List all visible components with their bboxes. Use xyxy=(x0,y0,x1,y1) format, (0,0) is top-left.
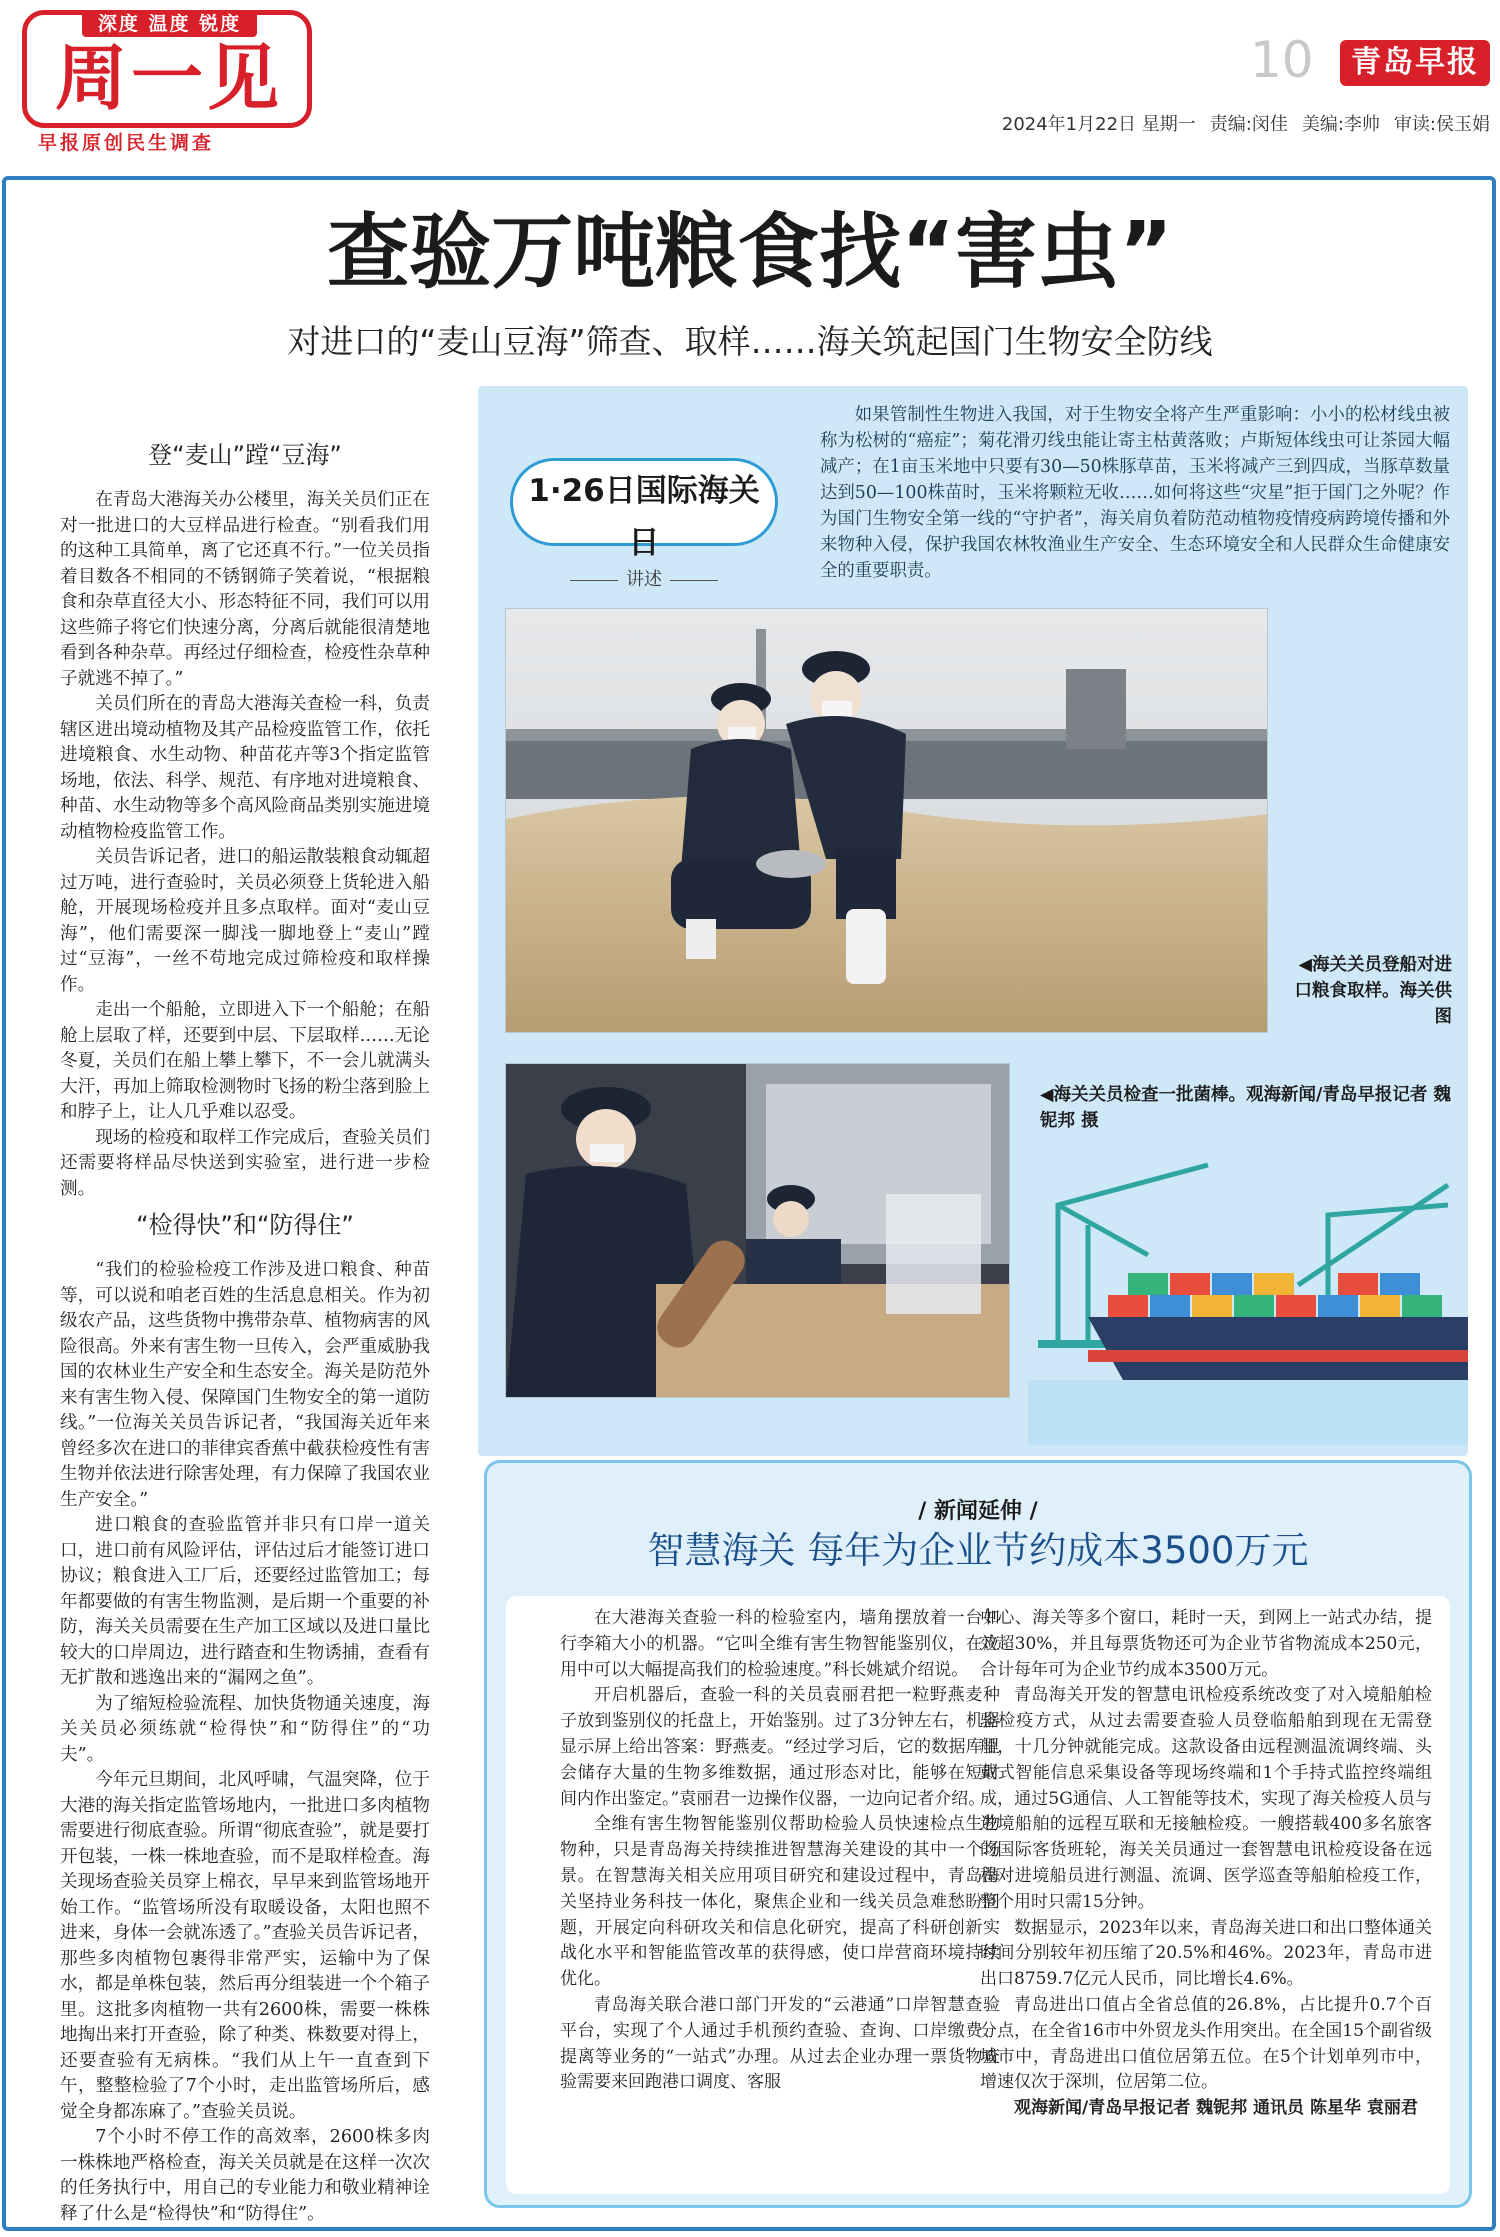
paragraph: 在大港海关查验一科的检验室内，墙角摆放着一台如行李箱大小的机器。“它叫全维有害生物智能鉴别仪，在应用中可以大幅提高我们的检验速度。”科长姚斌介绍说。 xyxy=(560,1608,1000,1680)
badge-subtitle: 讲述 xyxy=(513,569,775,591)
photo-caption-2: ◀海关关员检查一批菌棒。观海新闻/青岛早报记者 魏铌邦 摄 xyxy=(1040,1085,1451,1131)
paragraph: 走出一个船舱，立即进入下一个船舱；在船舱上层取了样，还要到中层、下层取样……无论冬夏，关员们在船上攀上攀下，不一会儿就满头大汗，再加上筛取检测物时飞扬的粉尘落到脸上和脖子上，让人几乎难以忍受。 xyxy=(60,1000,430,1122)
paragraph: 关员们所在的青岛大港海关查检一科，负责辖区进出境动植物及其产品检疫监管工作，依托进境粮食、水生动物、种苗花卉等3个指定监管场地，依法、科学、规范、有序地对进境粮食、种苗、水生动物等多个高风险商品类别实施进境动植物检疫监管工作。 xyxy=(60,694,430,842)
reporter-credit: 观海新闻/青岛早报记者 魏铌邦 通讯员 陈星华 袁丽君 xyxy=(1014,2098,1418,2119)
paragraph: 今年元旦期间，北风呼啸，气温突降，位于大港的海关指定监管场地内，一批进口多肉植物需要进行彻底查验。所谓“彻底查验”，就是要打开包装，一株一株地查验，而不是取样检查。海关现场查验关员穿上棉衣，早早来到监管场地开始工作。“监管场所没有取暖设备，太阳也照不进来，身体一会就冻透了。”查验关员告诉记者，那些多肉植物包裹得非常严实，运输中为了保水，都是单株包装，然后再分组装进一个个箱子里。这批多肉植物一共有2600株，需要一株株地掏出来打开查验，除了种类、株数要对得上，还要查验有无病株。“我们从上午一直查到下午，整整检验了7个小时，走出监管场所后，感觉全身都冻麻了。”查验关员说。 xyxy=(60,1770,430,2122)
column-name: 周一见 xyxy=(54,36,283,120)
section-heading: 登“麦山”蹚“豆海” xyxy=(148,441,342,469)
port-ship-illustration xyxy=(1028,1145,1468,1445)
article-body xyxy=(60,432,430,2224)
paragraph: 在青岛大港海关办公楼里，海关关员们正在对一批进口的大豆样品进行检查。“别看我们用的这种工具简单，离了它还真不行。”一位关员指着目数各不相同的不锈钢筛子笑着说，“根据粮食和杂草直径大小、形态特征不同，我们可以用这些筛子将它们快速分离，分离后就能很清楚地看到各种杂草。再经过仔细检查，检疫性杂草种子就逃不掉了。” xyxy=(60,490,430,689)
intro-text: 如果管制性生物进入我国，对于生物安全将产生严重影响：小小的松材线虫被称为松树的“癌症”；菊花滑刃线虫能让寄主枯黄落败；卢斯短体线虫可让茶园大幅减产；在1亩玉米地中只要有30—50株豚草苗，玉米将减产三到四成，当豚草数量达到50—100株苗时，玉米将颗粒无收……如何将这些“灾星”拒于国门之外呢？作为国门生物安全第一线的“守护者”，海关肩负着防范动植物疫情疫病跨境传播和外来物种入侵，保护我国农林牧渔业生产安全、生态环境安全和人民群众生命健康安全的重要职责。 xyxy=(820,405,1450,581)
column-logo xyxy=(22,10,312,128)
news-column-1 xyxy=(560,1606,1000,2096)
paragraph: 开启机器后，查验一科的关员袁丽君把一粒野燕麦种子放到鉴别仪的托盘上，开始鉴别。过了3分钟左右，机器显示屏上给出答案：野燕麦。“经过学习后，它的数据库里会储存大量的生物多维数据，通过形态对比，能够在短时间内作出鉴定。”袁丽君一边操作仪器，一边向记者介绍。 xyxy=(560,1685,1000,1809)
grain-sampling-illustration xyxy=(506,609,1268,1033)
subheadline: 对进口的“麦山豆海”筛查、取样……海关筑起国门生物安全防线 xyxy=(287,322,1213,361)
news-title: 智慧海关 每年为企业节约成本3500万元 xyxy=(647,1529,1309,1572)
photo-caption-1: ◀海关关员登船对进口粮食取样。海关供图 xyxy=(1294,955,1452,1027)
fungus-inspection-photo xyxy=(505,1063,1010,1398)
paragraph: 关员告诉记者，进口的船运散装粮食动辄超过万吨，进行查验时，关员必须登上货轮进入船舱，开展现场检疫并且多点取样。面对“麦山豆海”，他们需要深一脚浅一脚地登上“麦山”蹚过“豆海”，一丝不苟地完成过筛检疫和取样操作。 xyxy=(60,847,430,995)
paragraph: 数据显示，2023年以来，青岛海关进口和出口整体通关时间分别较年初压缩了20.5%和46%。2023年，青岛市进出口8759.7亿元人民币，同比增长4.6%。 xyxy=(980,1917,1432,1990)
paragraph-continued: 中心、海关等多个窗口，耗时一天，到网上一站式办结，提效超30%，并且每票货物还可为企业节省物流成本250元，合计每年可为企业节约成本3500万元。 xyxy=(980,1608,1432,1680)
editor-credit: 责编:闵佳 xyxy=(1209,114,1288,135)
section-heading: “检得快”和“防得住” xyxy=(136,1211,354,1239)
port-illustration xyxy=(1028,1145,1468,1445)
fungus-inspection-illustration xyxy=(506,1064,1010,1398)
grain-sampling-photo xyxy=(505,608,1268,1033)
issue-date: 2024年1月22日 星期一 xyxy=(1001,114,1196,135)
paragraph: 7个小时不停工作的高效率，2600株多肉一株株地严格检查，海关关员就是在这样一次次的任务执行中，用自己的专业能力和敬业精神诠释了什么是“检得快”和“防得住”。 xyxy=(60,2127,430,2224)
designer-credit: 美编:李帅 xyxy=(1301,114,1380,135)
issue-info xyxy=(988,110,1490,136)
news-column-2 xyxy=(980,1606,1432,2122)
paragraph: 为了缩短检验流程、加快货物通关速度，海关关员必须练就“检得快”和“防得住”的“功夫”。 xyxy=(60,1693,430,1765)
badge-title: 1·26日国际海关日 xyxy=(528,473,760,561)
page-number: 10 xyxy=(1250,31,1314,89)
paragraph: 全维有害生物智能鉴别仪帮助检验人员快速检点生物物种，只是青岛海关持续推进智慧海关建设的其中一个场景。在智慧海关相关应用项目研究和建设过程中，青岛海关坚持业务科技一体化，聚焦企业和一线关员急难愁盼问题，开展定向科研攻关和信息化研究，提高了科研创新实战化水平和智能监管改革的获得感，使口岸营商环境持续优化。 xyxy=(560,1814,1000,1990)
headline: 查验万吨粮食找“害虫” xyxy=(327,205,1173,300)
newspaper-logo: 青岛早报 xyxy=(1340,40,1490,86)
paragraph: “我们的检验检疫工作涉及进口粮食、种苗等，可以说和咱老百姓的生活息息相关。作为初级农产品，这些货物中携带杂草、植物病害的风险很高。外来有害生物一旦传入，会严重威胁我国的农林业生产安全和生态安全。海关是防范外来有害生物入侵、保障国门生物安全的第一道防线。”一位海关关员告诉记者，“我国海关近年来曾经多次在进口的菲律宾香蕉中截获检疫性有害生物并依法进行除害处理，有力保障了我国农业生产安全。” xyxy=(60,1260,430,1510)
paragraph: 青岛海关开发的智慧电讯检疫系统改变了对入境船舶检验检疫方式，从过去需要查验人员登临船舶到现在无需登船，十几分钟就能完成。这款设备由远程测温流调终端、头戴式智能信息采集设备等现场终端和1个手持式监控终端组成，通过5G通信、人工智能等技术，实现了海关检疫人员与进境船舶的远程互联和无接触检疫。一艘搭载400多名旅客的国际客货班轮，海关关员通过一套智慧电讯检疫设备在远程对进境船员进行测温、流调、医学巡查等船舶检疫工作，整个用时只需15分钟。 xyxy=(980,1685,1432,1912)
paragraph: 青岛进出口值占全省总值的26.8%，占比提升0.7个百分点，在全省16市中外贸龙头作用突出。在全国15个副省级城市中，青岛进出口值位居第五位。在5个计划单列市中，增速仅次于深圳，位居第二位。 xyxy=(980,1994,1432,2093)
column-subtitle: 早报原创民生调查 xyxy=(38,132,215,154)
proofreader-credit: 审读:侯玉娟 xyxy=(1393,114,1490,135)
paragraph: 现场的检疫和取样工作完成后，查验关员们还需要将样品尽快送到实验室，进行进一步检测。 xyxy=(60,1127,430,1199)
column-tagline: 深度 温度 锐度 xyxy=(82,11,257,37)
paragraph: 进口粮食的查验监管并非只有口岸一道关口，进口前有风险评估，评估过后才能签订进口协议；粮食进入工厂后，还要经过监管加工；每年都要做的有害生物监测，是后期一个重要的补防，海关关员需要在生产加工区域以及进口量比较大的口岸周边，进行踏查和生物诱捕，查看有无扩散和逃逸出来的“漏网之鱼”。 xyxy=(60,1515,430,1688)
customs-day-badge xyxy=(510,458,778,590)
paragraph: 青岛海关联合港口部门开发的“云港通”口岸智慧查验平台，实现了个人通过手机预约查验、查询、口岸缴费、提离等业务的“一站式”办理。从过去企业办理一票货物查验需要来回跑港口调度、客服 xyxy=(560,1994,1000,2093)
news-kicker: / 新闻延伸 / xyxy=(918,1499,1038,1524)
